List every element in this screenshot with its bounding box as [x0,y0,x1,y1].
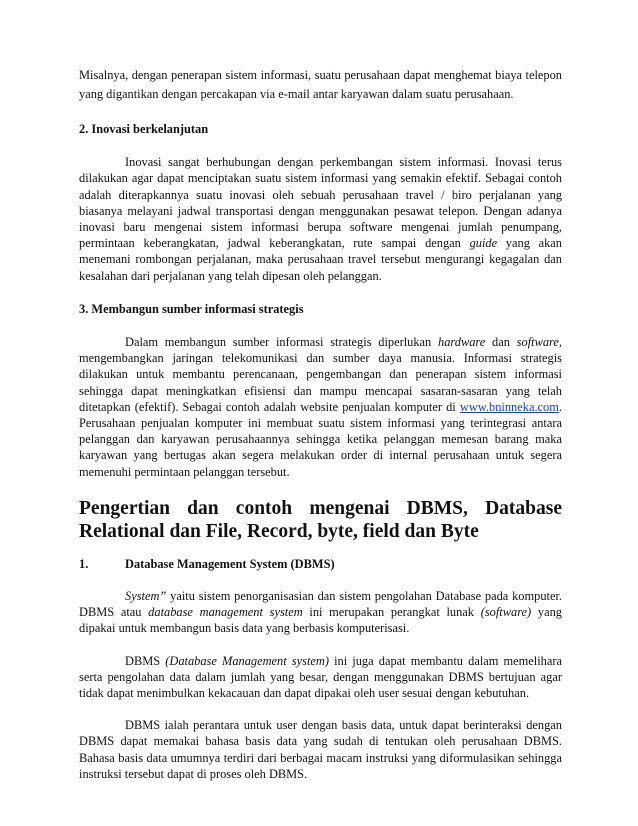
section-3-em-software: software [516,335,559,350]
dbms-text-1b: ini merupakan perangkat lunak [302,605,481,620]
bninneka-link[interactable]: www.bninneka.com [459,399,559,414]
section-3-em-hardware: hardware [438,335,486,350]
section-3-text-1: Dalam membangun sumber informasi strategis diperlukan [125,335,438,350]
section-2-text-a: Inovasi sangat berhubungan dengan perkembangan sistem informasi. Inovasi terus dilakukan agar dapat menciptakan suatu sistem informasi yang semakin efektif. Sebagai contoh adalah diterapkannya suatu inovasi oleh sebuah perusahaan travel / biro perjalanan yang biasanya melayani jadwal transportasi dengan menggunakan pesawat telepon. Dengan adanya inovasi baru mengenai sistem informasi berupa software mengenai jumlah penumpang, permintaan keberangkatan, jadwal keberangkatan, rute sampai dengan [79,155,562,251]
main-heading: Pengertian dan contoh mengenai DBMS, Database Relational dan File, Record, byte, field dan Byte [79,497,562,542]
dbms-text-1a: yaitu sistem penorganisasian dan sistem pengolahan Database pada komputer. DBMS atau [79,589,562,620]
dbms-em-dbms-full: (Database Management system) [165,653,329,668]
document-page [79,66,562,782]
section-3-text-2: dan [485,335,517,350]
intro-line-1: Misalnya, dengan penerapan sistem informasi, suatu perusahaan dapat menghemat biaya telepon [79,68,562,82]
section-3-heading: 3. Membangun sumber informasi strategis [79,301,304,316]
intro-line-2: yang digantikan dengan percakapan via e-mail antar karyawan dalam suatu perusahaan. [79,87,514,101]
section-2-heading: 2. Inovasi berkelanjutan [79,122,209,136]
section-2-em-guide: guide [469,236,498,251]
section-3-text-3: , mengembangkan jaringan telekomunikasi dan sumber daya manusia. Informasi strategis dilakukan untuk membantu perencanaan, pengembangan dan penerapan sistem informasi sehingga dapat meningkatkan efisiensi dan mampu mencapai sasaran-sasaran yang telah ditetapkan (efektif). Sebagai contoh adalah website penjualan komputer di [79,335,563,414]
dbms-paragraph-3: DBMS ialah perantara untuk user dengan basis data, untuk dapat berinteraksi dengan DBMS dapat memakai bahasa basis data yang sudah di tentukan oleh perusahaan DBMS. Bahasa basis data umumnya terdiri dari berbagai macam instruksi yang diformulasikan sehingga instruksi tersebut dapat di proses oleh DBMS. [79,718,562,781]
dbms-em-dbms: database management system [148,605,303,620]
section-2-text-b: yang akan menemani rombongan perjalanan, maka perusahaan travel tersebut mengurangi kegagalan dan kesalahan dari perjalanan yang telah dipesan oleh pelanggan. [79,236,562,283]
section-2-paragraph [79,154,562,284]
dbms-text-2b: ini juga dapat membantu dalam memelihara serta pengolahan data dalam jumlah yang besar, dengan menggunakan DBMS bertujuan agar tidak dapat menimbulkan kekacauan dan dapat dipakai oleh user sesuai dengan kebutuhan. [79,653,563,701]
dbms-paragraph-2 [79,653,562,702]
dbms-heading [79,556,562,572]
dbms-heading-number: 1. [79,556,89,571]
dbms-text-1c: yang dipakai untuk membangun basis data yang berbasis komputerisasi. [79,605,562,636]
dbms-em-system: System” [125,589,167,604]
dbms-em-software: (software) [480,605,532,620]
section-3-text-4: . Perusahaan penjualan komputer ini membuat suatu sistem informasi yang terintegrasi antara pelanggan dan karyawan perusahaannya sehingga ketika pelanggan memesan barang maka karyawan yang bertugas akan segera melakukan order di internal perusahaan untuk segera memenuhi permintaan pelanggan tersebut. [79,399,562,479]
dbms-text-2a: DBMS [125,653,166,668]
dbms-paragraph-1 [79,588,562,637]
intro-paragraph [79,66,562,104]
dbms-heading-text: Database Management System (DBMS) [125,556,335,571]
section-3-paragraph [79,334,562,480]
